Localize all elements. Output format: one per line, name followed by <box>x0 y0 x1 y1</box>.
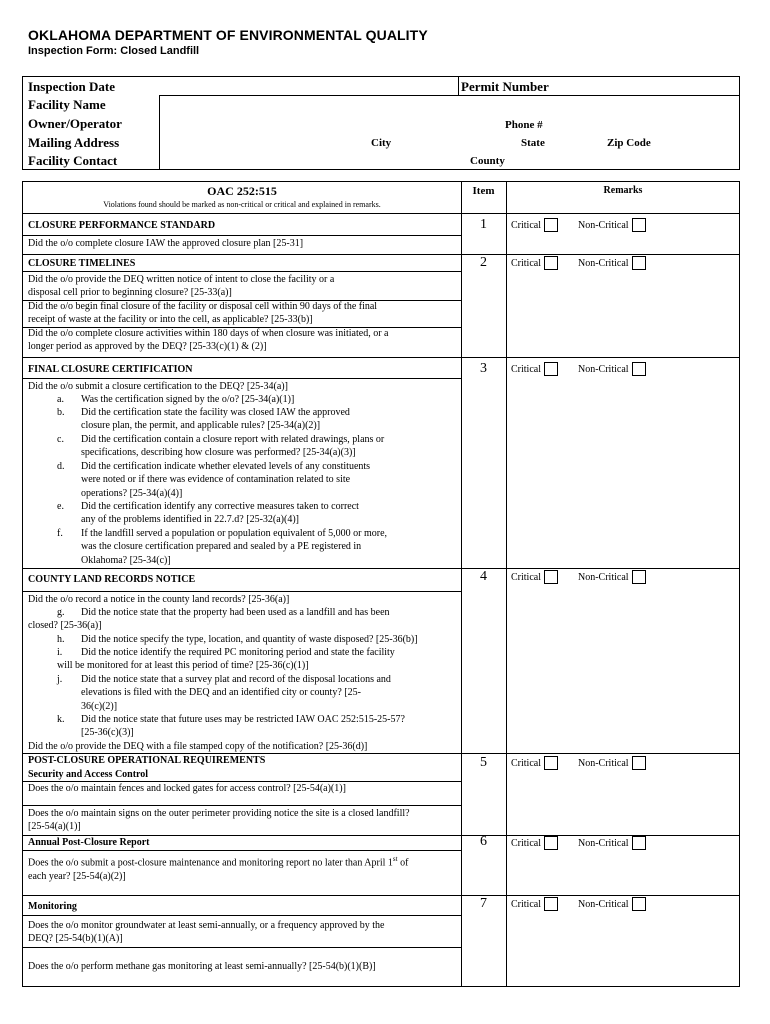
s4-sub-i-cont: will be monitored for at least this period of time? [25-36(c)(1)] <box>57 660 309 671</box>
inspection-table <box>22 181 740 987</box>
item-2-critical: Critical <box>511 256 558 270</box>
page-title: OKLAHOMA DEPARTMENT OF ENVIRONMENTAL QUALITY <box>28 27 428 43</box>
zip-code-label: Zip Code <box>607 137 651 149</box>
s2-question-3: Did the o/o complete closure activities within 180 days of when closure was initiated, or a longer period as approved by the DEQ? [25-33(c)(1) & (2)] <box>28 328 389 353</box>
s4-question-2: Did the o/o provide the DEQ with a file stamped copy of the notification? [25-36(d)] <box>28 741 368 752</box>
s3-sub-c: c. Did the certification contain a closure report with related drawings, plans or specifications, describing how closure was performed? [25-34(a)(3)] <box>57 434 385 459</box>
s3-sub-e: e. Did the certification identify any corrective measures taken to correct any of the problems identified in 22.7.d? [25-32(a)(4)] <box>57 501 359 526</box>
facility-name-label: Facility Name <box>28 97 106 112</box>
item-4-number: 4 <box>480 569 487 584</box>
item-2-number: 2 <box>480 255 487 270</box>
mailing-address-label: Mailing Address <box>28 135 120 150</box>
s4-sub-g: g. Did the notice state that the property had been used as a landfill and has been <box>57 607 390 618</box>
s4-question: Did the o/o record a notice in the county land records? [25-36(a)] <box>28 594 290 605</box>
item-6-noncritical-checkbox[interactable] <box>632 836 646 850</box>
section-3-title: FINAL CLOSURE CERTIFICATION <box>28 364 193 375</box>
s2-question-1: Did the o/o provide the DEQ written notice of intent to close the facility or a disposal cell prior to beginning closure? [25-33(a)] <box>28 274 335 299</box>
item-3-number: 3 <box>480 361 487 376</box>
item-3-critical-checkbox[interactable] <box>544 362 558 376</box>
remarks-heading: Remarks <box>603 185 643 196</box>
s4-sub-k: k. Did the notice state that future uses may be restricted IAW OAC 252:515-25-57? [25-36(c)(3)] <box>57 714 405 739</box>
inspection-date-label: Inspection Date <box>28 79 116 94</box>
s4-sub-i: i. Did the notice identify the required PC monitoring period and state the facility <box>57 647 395 658</box>
phone-label: Phone # <box>505 119 543 131</box>
s5-question-1: Does the o/o maintain fences and locked gates for access control? [25-54(a)(1)] <box>28 783 346 794</box>
item-3-noncritical: Non-Critical <box>578 362 646 376</box>
s3-sub-b: b. Did the certification state the facility was closed IAW the approved closure plan, the permit, and applicable rules? [25-34(a)(2)] <box>57 407 350 432</box>
item-1-critical: Critical <box>511 218 558 232</box>
s5-question-2: Does the o/o maintain signs on the outer perimeter providing notice the site is a closed landfill? [25-54(a)(1)] <box>28 808 410 833</box>
item-6-noncritical: Non-Critical <box>578 836 646 850</box>
item-5-critical-checkbox[interactable] <box>544 756 558 770</box>
facility-contact-label: Facility Contact <box>28 153 118 168</box>
city-label: City <box>371 137 392 149</box>
item-4-noncritical-checkbox[interactable] <box>632 570 646 584</box>
permit-number-label: Permit Number <box>461 79 549 94</box>
item-heading: Item <box>472 185 495 197</box>
item-4-critical: Critical <box>511 570 558 584</box>
item-5-number: 5 <box>480 755 487 770</box>
owner-operator-label: Owner/Operator <box>28 116 122 131</box>
item-6-number: 6 <box>480 834 487 849</box>
section-2-title: CLOSURE TIMELINES <box>28 258 136 269</box>
item-7-noncritical-checkbox[interactable] <box>632 897 646 911</box>
item-7-critical: Critical <box>511 897 558 911</box>
facility-info-box <box>22 76 740 170</box>
page-subtitle: Inspection Form: Closed Landfill <box>28 45 200 57</box>
section-6-title: Annual Post-Closure Report <box>28 837 150 848</box>
section-1-title: CLOSURE PERFORMANCE STANDARD <box>28 220 216 231</box>
s4-sub-j: j. Did the notice state that a survey plat and record of the disposal locations and elevations is filed with the DEQ and an identified city or county? [25- 36(c)(2)] <box>57 674 391 712</box>
s3-sub-d: d. Did the certification indicate whether elevated levels of any constituents were noted or if there was evidence of contamination related to site operations? [25-34(a)(4)] <box>57 461 371 499</box>
section-5-subtitle: Security and Access Control <box>28 769 149 780</box>
item-5-noncritical-checkbox[interactable] <box>632 756 646 770</box>
oac-heading: OAC 252:515 <box>207 184 277 198</box>
s1-question: Did the o/o complete closure IAW the approved closure plan [25-31] <box>28 238 304 249</box>
item-5-noncritical: Non-Critical <box>578 756 646 770</box>
item-1-noncritical: Non-Critical <box>578 218 646 232</box>
item-6-critical-checkbox[interactable] <box>544 836 558 850</box>
item-1-critical-checkbox[interactable] <box>544 218 558 232</box>
item-5-critical: Critical <box>511 756 558 770</box>
state-label: State <box>521 137 545 149</box>
item-6-critical: Critical <box>511 836 558 850</box>
s2-question-2: Did the o/o begin final closure of the facility or disposal cell within 90 days of the final receipt of waste at the facility or into the cell, as applicable? [25-33(b)] <box>28 301 378 326</box>
item-3-noncritical-checkbox[interactable] <box>632 362 646 376</box>
item-2-noncritical-checkbox[interactable] <box>632 256 646 270</box>
item-7-number: 7 <box>480 896 487 911</box>
item-1-number: 1 <box>480 217 487 232</box>
item-7-critical-checkbox[interactable] <box>544 897 558 911</box>
s4-sub-h: h. Did the notice specify the type, location, and quantity of waste disposed? [25-36(b)] <box>57 634 418 645</box>
s3-question: Did the o/o submit a closure certification to the DEQ? [25-34(a)] <box>28 381 288 392</box>
item-4-noncritical: Non-Critical <box>578 570 646 584</box>
section-5-title: POST-CLOSURE OPERATIONAL REQUIREMENTS <box>28 755 266 766</box>
s3-sub-f: f. If the landfill served a population or population equivalent of 5,000 or more, was the closure certification prepared and sealed by a PE registered in Oklahoma? [25-34(c)] <box>57 528 388 566</box>
item-3-critical: Critical <box>511 362 558 376</box>
s7-question-1: Does the o/o monitor groundwater at least semi-annually, or a frequency approved by the DEQ? [25-54(b)(1)(A)] <box>28 920 385 945</box>
section-4-title: COUNTY LAND RECORDS NOTICE <box>28 574 196 585</box>
s4-sub-g-cont: closed? [25-36(a)] <box>28 620 102 631</box>
item-4-critical-checkbox[interactable] <box>544 570 558 584</box>
section-7-title: Monitoring <box>28 901 77 912</box>
s6-question: Does the o/o submit a post-closure maintenance and monitoring report no later than April 1st of each year? [25-54(a)(2)] <box>28 855 409 882</box>
item-2-critical-checkbox[interactable] <box>544 256 558 270</box>
form-header <box>28 27 428 57</box>
county-label: County <box>470 155 505 167</box>
s3-sub-a: a. Was the certification signed by the o/o? [25-34(a)(1)] <box>57 394 295 405</box>
item-2-noncritical: Non-Critical <box>578 256 646 270</box>
violations-note: Violations found should be marked as non-critical or critical and explained in remarks. <box>103 200 381 209</box>
s7-question-2: Does the o/o perform methane gas monitoring at least semi-annually? [25-54(b)(1)(B)] <box>28 961 376 972</box>
item-7-noncritical: Non-Critical <box>578 897 646 911</box>
item-1-noncritical-checkbox[interactable] <box>632 218 646 232</box>
